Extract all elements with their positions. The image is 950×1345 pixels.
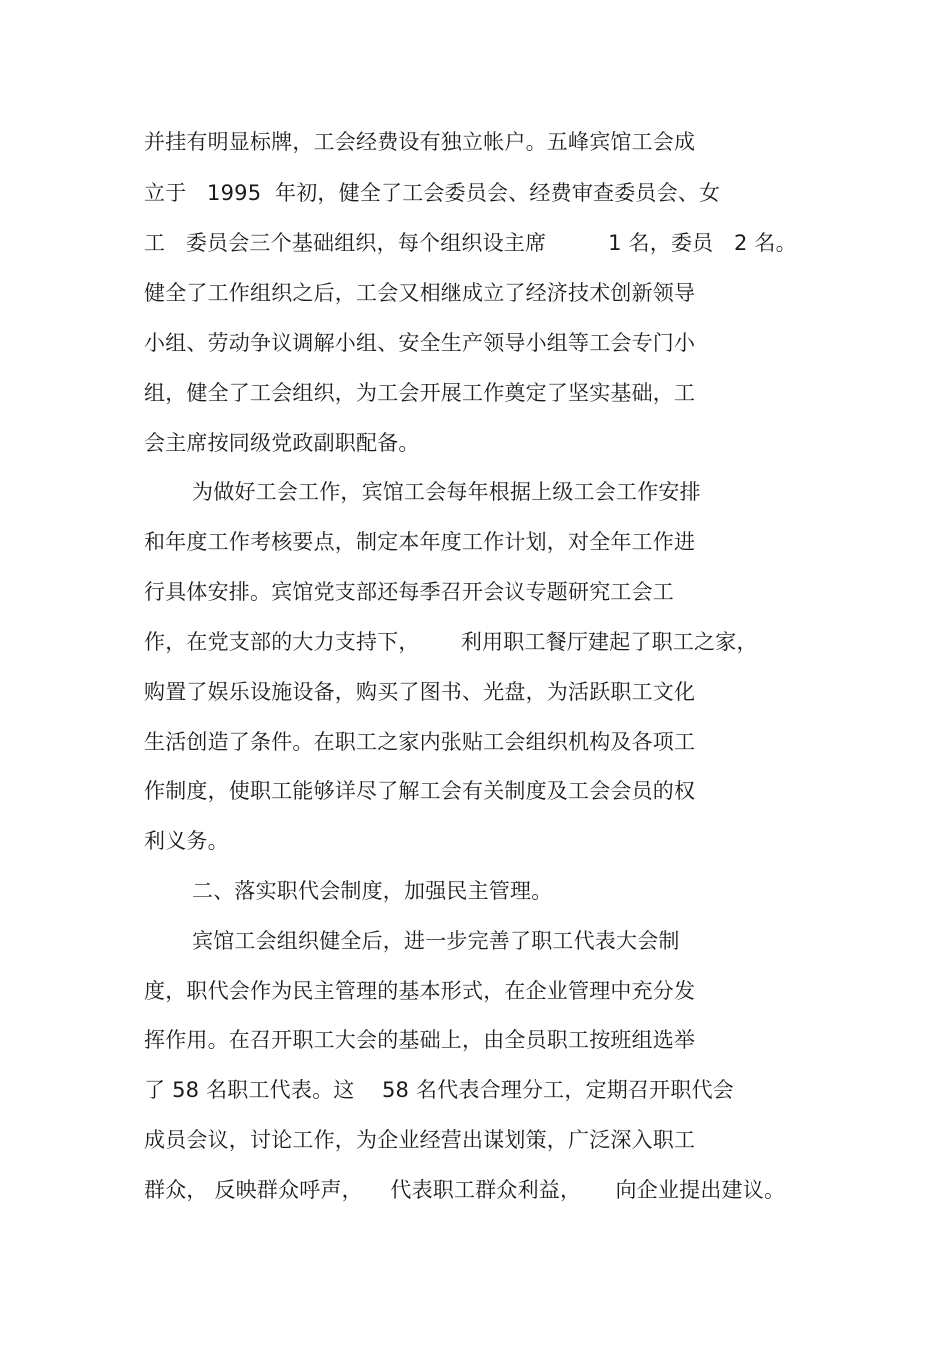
text-line: 健全了工作组织之后，工会又相继成立了经济技术创新领导 bbox=[144, 281, 696, 305]
paragraph-first-line: 宾馆工会组织健全后，进一步完善了职工代表大会制 bbox=[192, 929, 680, 953]
text-line: 并挂有明显标牌，工会经费设有独立帐户。五峰宾馆工会成 bbox=[144, 130, 696, 154]
text-line: 作，在党支部的大力支持下， 利用职工餐厅建起了职工之家， bbox=[144, 630, 758, 654]
text-line: 了 58 名职工代表。这 58 名代表合理分工，定期召开职代会 bbox=[144, 1078, 734, 1102]
text-line: 作制度，使职工能够详尽了解工会有关制度及工会会员的权 bbox=[144, 779, 696, 803]
text-line: 利义务。 bbox=[144, 829, 229, 853]
text-line: 度，职代会作为民主管理的基本形式，在企业管理中充分发 bbox=[144, 979, 696, 1003]
section-heading: 二、落实职代会制度，加强民主管理。 bbox=[192, 879, 553, 903]
paragraph-first-line: 为做好工会工作，宾馆工会每年根据上级工会工作安排 bbox=[192, 480, 701, 504]
text-line: 工 委员会三个基础组织，每个组织设主席 1 名，委员 2 名。 bbox=[144, 231, 797, 255]
text-line: 成员会议，讨论工作，为企业经营出谋划策，广泛深入职工 bbox=[144, 1128, 696, 1152]
text-line: 群众， 反映群众呼声， 代表职工群众利益， 向企业提出建议。 bbox=[144, 1178, 786, 1202]
text-line: 会主席按同级党政副职配备。 bbox=[144, 431, 420, 455]
text-line: 立于 1995 年初，健全了工会委员会、经费审查委员会、女 bbox=[144, 181, 721, 205]
text-line: 购置了娱乐设施设备，购买了图书、光盘，为活跃职工文化 bbox=[144, 680, 696, 704]
text-line: 行具体安排。宾馆党支部还每季召开会议专题研究工会工 bbox=[144, 580, 674, 604]
text-line: 小组、劳动争议调解小组、安全生产领导小组等工会专门小 bbox=[144, 331, 696, 355]
text-line: 挥作用。在召开职工大会的基础上，由全员职工按班组选举 bbox=[144, 1028, 696, 1052]
text-line: 和年度工作考核要点，制定本年度工作计划，对全年工作进 bbox=[144, 530, 696, 554]
text-line: 组，健全了工会组织，为工会开展工作奠定了坚实基础，工 bbox=[144, 381, 696, 405]
text-line: 生活创造了条件。在职工之家内张贴工会组织机构及各项工 bbox=[144, 730, 696, 754]
